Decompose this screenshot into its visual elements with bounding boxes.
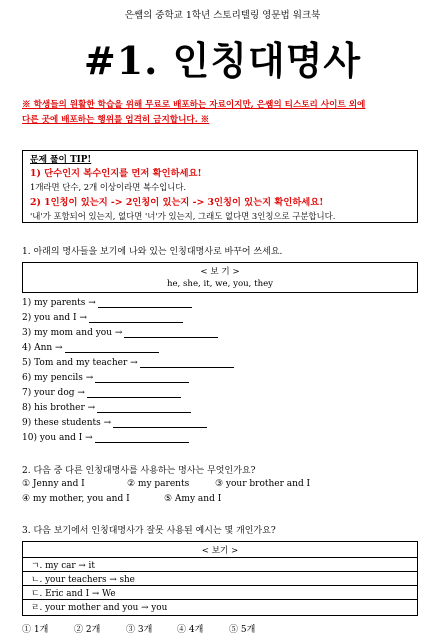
q1-item (22, 328, 218, 338)
notice-line-2: 다른 곳에 배포하는 행위를 엄격히 금지합니다. ※ (22, 115, 210, 125)
q1-item (22, 373, 189, 383)
q1-item-label: 9) these students → (22, 418, 112, 428)
q1-item-label: 6) my pencils → (22, 373, 94, 383)
q2-choice-2[interactable]: ② my parents (127, 479, 190, 489)
tip-box (22, 150, 418, 223)
q1-box-title: < 보 기 > (200, 267, 240, 277)
answer-blank[interactable] (140, 358, 234, 368)
q1-example-box (22, 262, 418, 293)
answer-blank[interactable] (65, 343, 159, 353)
q3-example: ㄹ. your mother and you → you (31, 603, 168, 613)
question-1: 1. 아래의 명사들을 보기에 나와 있는 인칭대명사로 바꾸어 쓰세요. (22, 247, 283, 257)
q2-choice-5[interactable]: ⑤ Amy and I (164, 494, 222, 504)
answer-blank[interactable] (113, 418, 207, 428)
q3-example: ㄱ. my car → it (31, 561, 95, 571)
answer-blank[interactable] (95, 373, 189, 383)
q3-choice-2[interactable]: ② 2개 (74, 625, 101, 635)
q1-item-label: 7) your dog → (22, 388, 85, 398)
tip-point-2: 2) 1인칭이 있는지 -> 2인칭이 있는지 -> 3인칭이 있는지 확인하세요! (30, 197, 324, 208)
q3-choice-3[interactable]: ③ 3개 (126, 625, 153, 635)
question-3: 3. 다음 보기에서 인칭대명사가 잘못 사용된 예시는 몇 개인가요? (22, 526, 276, 536)
answer-blank[interactable] (98, 298, 192, 308)
q1-item (22, 403, 191, 413)
q3-example: ㄷ. Eric and I → We (31, 589, 116, 599)
tip-heading: 문제 풀이 TIP! (30, 155, 92, 165)
q1-box-words: he, she, it, we, you, they (166, 279, 274, 289)
q1-item-label: 2) you and I → (22, 313, 87, 323)
worksheet-title: #1. 인칭대명사 (83, 38, 362, 83)
q1-item (22, 358, 234, 368)
tip-note-1: 1개라면 단수, 2개 이상이라면 복수입니다. (30, 182, 187, 192)
q2-choice-1[interactable]: ① Jenny and I (22, 479, 85, 489)
answer-blank[interactable] (87, 388, 181, 398)
q1-item-label: 3) my mom and you → (22, 328, 123, 338)
worksheet-subtitle: 은쌤의 중학교 1학년 스토리텔링 영문법 워크북 (124, 10, 321, 21)
q1-item (22, 313, 183, 323)
q1-item (22, 433, 189, 443)
q3-choice-5[interactable]: ⑤ 5개 (229, 625, 256, 635)
notice-line-1: ※ 학생들의 원활한 학습을 위해 무료로 배포하는 자료이지만, 은쌤의 티스토리 사이트 외에 (22, 100, 366, 110)
q3-choice-1[interactable]: ① 1개 (22, 625, 49, 635)
q2-choice-3[interactable]: ③ your brother and I (215, 479, 311, 489)
q1-item-label: 10) you and I → (22, 433, 93, 443)
q1-item (22, 388, 181, 398)
answer-blank[interactable] (124, 328, 218, 338)
answer-blank[interactable] (97, 403, 191, 413)
tip-point-1: 1) 단수인지 복수인지를 먼저 확인하세요! (30, 168, 202, 179)
q1-item (22, 343, 159, 353)
tip-note-2: '내'가 포함되어 있는지, 없다면 '너'가 있는지, 그래도 없다면 3인칭으로 구분합니다. (30, 211, 336, 221)
answer-blank[interactable] (95, 433, 189, 443)
q1-item-label: 4) Ann → (22, 343, 63, 353)
q1-item (22, 298, 192, 308)
question-2: 2. 다음 중 다른 인칭대명사를 사용하는 명사는 무엇인가요? (22, 466, 256, 476)
q3-example-box (22, 541, 418, 616)
q1-item (22, 418, 207, 428)
q1-item-label: 8) his brother → (22, 403, 96, 413)
answer-blank[interactable] (89, 313, 183, 323)
q3-box-title: < 보기 > (201, 546, 239, 556)
q3-choice-4[interactable]: ④ 4개 (177, 625, 204, 635)
q2-choice-4[interactable]: ④ my mother, you and I (22, 494, 130, 504)
q3-example: ㄴ. your teachers → she (31, 575, 135, 585)
q1-item-label: 1) my parents → (22, 298, 96, 308)
q1-item-label: 5) Tom and my teacher → (22, 358, 138, 368)
